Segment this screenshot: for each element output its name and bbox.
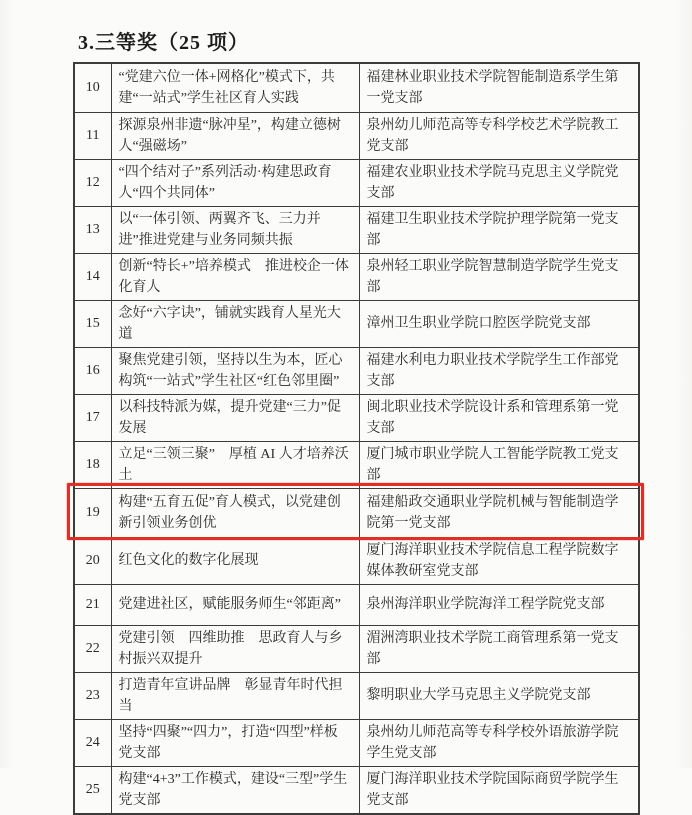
row-number-cell: 24 — [74, 719, 111, 766]
org-name-cell: 福建卫生职业技术学院护理学院第一党支部 — [359, 206, 639, 253]
row-number-cell: 18 — [74, 441, 111, 488]
org-name-cell: 福建船政交通职业学院机械与智能制造学院第一党支部 — [359, 488, 639, 537]
org-name-cell: 厦门海洋职业技术学院信息工程学院数字媒体教研室党支部 — [359, 537, 639, 584]
project-name-cell: 红色文化的数字化展现 — [111, 537, 359, 584]
award-table — [73, 62, 640, 815]
org-name-cell: 泉州幼儿师范高等专科学校外语旅游学院学生党支部 — [359, 719, 639, 766]
org-name-cell: 泉州轻工职业学院智慧制造学院学生党支部 — [359, 253, 639, 300]
section-title: 3.三等奖（25 项） — [78, 32, 249, 54]
project-name-cell: 党建引领 四维助推 思政育人与乡村振兴双提升 — [111, 625, 359, 672]
project-name-cell: 以科技特派为媒，提升党建“三力”促发展 — [111, 394, 359, 441]
award-table-body — [74, 63, 639, 814]
project-name-cell: “党建六位一体+网格化”模式下，共建“一站式”学生社区育人实践 — [111, 63, 359, 112]
org-name-cell: 黎明职业大学马克思主义学院党支部 — [359, 672, 639, 719]
table-row — [74, 766, 639, 814]
table-row — [74, 584, 639, 625]
org-name-cell: 漳州卫生职业学院口腔医学院党支部 — [359, 300, 639, 347]
row-number-cell: 20 — [74, 537, 111, 584]
org-name-cell: 福建林业职业技术学院智能制造系学生第一党支部 — [359, 63, 639, 112]
row-number-cell: 19 — [74, 488, 111, 537]
org-name-cell: 闽北职业技术学院设计系和管理系第一党支部 — [359, 394, 639, 441]
row-number-cell: 13 — [74, 206, 111, 253]
project-name-cell: 以“一体引领、两翼齐飞、三力并进”推进党建与业务同频共振 — [111, 206, 359, 253]
table-row — [74, 537, 639, 584]
row-number-cell: 21 — [74, 584, 111, 625]
row-number-cell: 22 — [74, 625, 111, 672]
table-row-highlighted — [74, 488, 639, 537]
row-number-cell: 12 — [74, 159, 111, 206]
table-row — [74, 394, 639, 441]
project-name-cell: 立足“三领三聚” 厚植 AI 人才培养沃土 — [111, 441, 359, 488]
award-table-container — [73, 62, 638, 815]
table-row — [74, 625, 639, 672]
org-name-cell: 泉州幼儿师范高等专科学校艺术学院教工党支部 — [359, 112, 639, 159]
project-name-cell: 坚持“四聚”“四力”，打造“四型”样板党支部 — [111, 719, 359, 766]
org-name-cell: 湄洲湾职业技术学院工商管理系第一党支部 — [359, 625, 639, 672]
table-row — [74, 672, 639, 719]
row-number-cell: 15 — [74, 300, 111, 347]
project-name-cell: 探源泉州非遗“脉冲星”，构建立德树人“强磁场” — [111, 112, 359, 159]
project-name-cell: 党建进社区，赋能服务师生“邻距离” — [111, 584, 359, 625]
row-number-cell: 23 — [74, 672, 111, 719]
table-row — [74, 441, 639, 488]
row-number-cell: 11 — [74, 112, 111, 159]
project-name-cell: 构建“五育五促”育人模式，以党建创新引领业务创优 — [111, 488, 359, 537]
row-number-cell: 10 — [74, 63, 111, 112]
project-name-cell: 打造青年宣讲品牌 彰显青年时代担当 — [111, 672, 359, 719]
org-name-cell: 福建水利电力职业技术学院学生工作部党支部 — [359, 347, 639, 394]
table-row — [74, 253, 639, 300]
org-name-cell: 厦门城市职业学院人工智能学院教工党支部 — [359, 441, 639, 488]
table-row — [74, 63, 639, 112]
org-name-cell: 厦门海洋职业技术学院国际商贸学院学生党支部 — [359, 766, 639, 814]
row-number-cell: 14 — [74, 253, 111, 300]
project-name-cell: 构建“4+3”工作模式，建设“三型”学生党支部 — [111, 766, 359, 814]
org-name-cell: 福建农业职业技术学院马克思主义学院党支部 — [359, 159, 639, 206]
row-number-cell: 16 — [74, 347, 111, 394]
table-row — [74, 112, 639, 159]
org-name-cell: 泉州海洋职业学院海洋工程学院党支部 — [359, 584, 639, 625]
table-row — [74, 719, 639, 766]
project-name-cell: 创新“特长+”培养模式 推进校企一体化育人 — [111, 253, 359, 300]
table-row — [74, 347, 639, 394]
project-name-cell: 聚焦党建引领，坚持以生为本，匠心构筑“一站式”学生社区“红色邻里圈” — [111, 347, 359, 394]
row-number-cell: 17 — [74, 394, 111, 441]
table-row — [74, 159, 639, 206]
row-number-cell: 25 — [74, 766, 111, 814]
table-row — [74, 300, 639, 347]
table-row — [74, 206, 639, 253]
project-name-cell: 念好“六字诀”，铺就实践育人星光大道 — [111, 300, 359, 347]
project-name-cell: “四个结对子”系列活动·构建思政育人“四个共同体” — [111, 159, 359, 206]
